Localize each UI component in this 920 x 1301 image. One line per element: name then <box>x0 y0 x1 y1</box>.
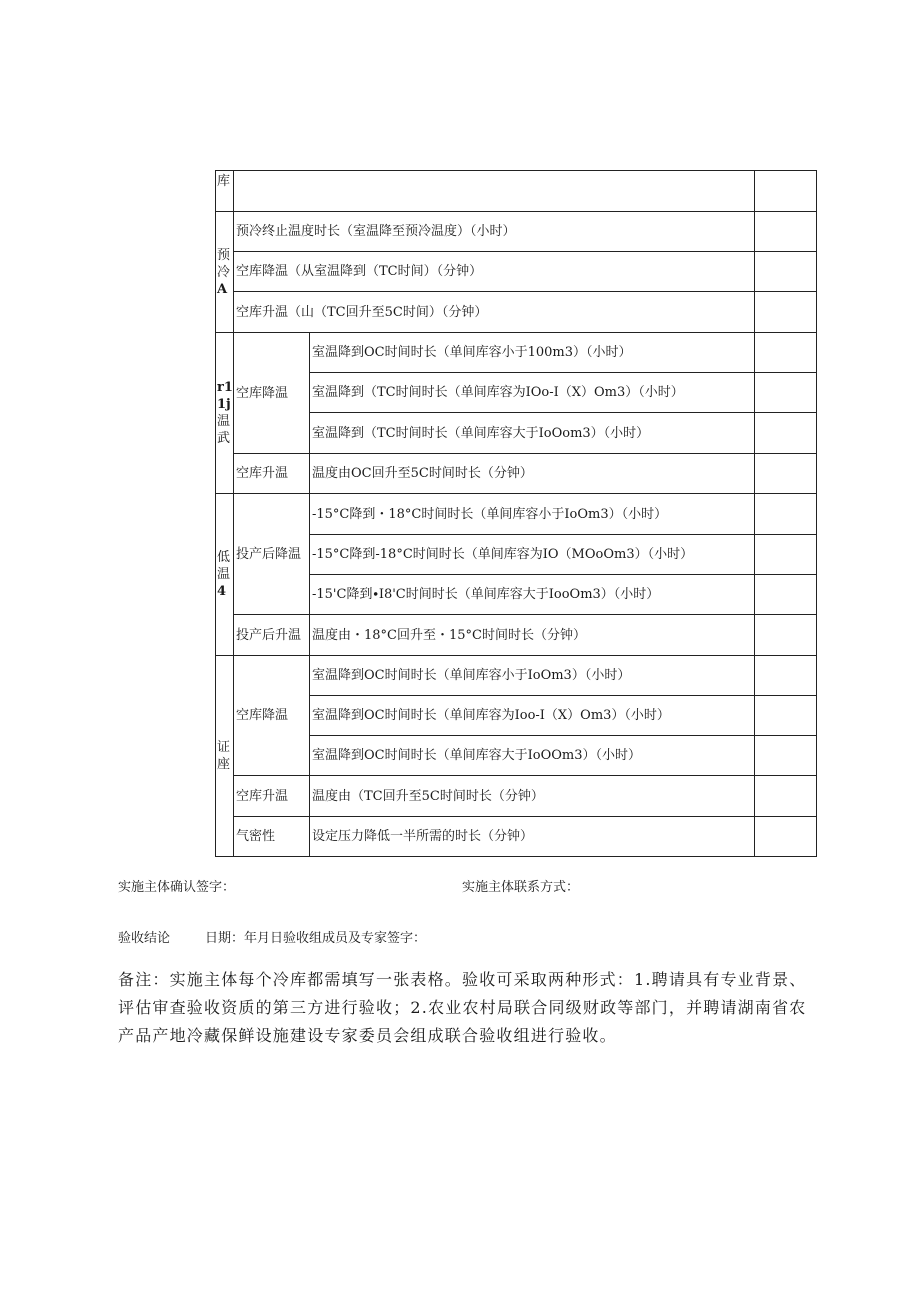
category-cell: 预 冷 A <box>216 212 234 333</box>
item-cell: -15°C降到-18°C时间时长（单间库容为IO（MOoOm3）（小时） <box>310 535 755 575</box>
item-cell: 室温降到OC时间时长（单间库容大于IoOOm3）（小时） <box>310 736 755 776</box>
item-cell: 温度由（TC回升至5C时间时长（分钟） <box>310 776 755 817</box>
item-cell: -15°C降到・18°C时间时长（单间库容小于IoOm3）（小时） <box>310 494 755 535</box>
item-cell: 预冷终止温度时长（室温降至预冷温度）（小时） <box>234 212 755 252</box>
table-row <box>216 171 817 212</box>
sign-label: 实施主体确认签字： <box>118 880 236 895</box>
table-row <box>216 817 817 857</box>
group-label-cell: 投产后升温 <box>234 615 310 656</box>
value-cell[interactable] <box>755 615 817 656</box>
category-cell: 证 座 <box>216 656 234 857</box>
item-cell: 室温降到OC时间时长（单间库容小于IoOm3）（小时） <box>310 656 755 696</box>
value-cell[interactable] <box>755 656 817 696</box>
value-cell[interactable] <box>755 696 817 736</box>
group-label-cell: 空库升温 <box>234 776 310 817</box>
group-label-cell: 投产后降温 <box>234 494 310 615</box>
table-row <box>216 212 817 252</box>
group-label-cell: 空库升温 <box>234 454 310 494</box>
table-row <box>216 454 817 494</box>
item-cell: 设定压力降低一半所需的时长（分钟） <box>310 817 755 857</box>
date-signature-label: 日期：年月日验收组成员及专家签字： <box>205 931 427 946</box>
value-cell[interactable] <box>755 373 817 413</box>
item-cell: 室温降到（TC时间时长（单间库容大于IoOom3）（小时） <box>310 413 755 454</box>
category-cell: 库 <box>216 171 234 212</box>
value-cell[interactable] <box>755 292 817 333</box>
item-cell: 室温降到（TC时间时长（单间库容为IOo-I（X）Om3）（小时） <box>310 373 755 413</box>
value-cell[interactable] <box>755 535 817 575</box>
value-cell[interactable] <box>755 776 817 817</box>
table-row <box>216 252 817 292</box>
group-label-cell: 空库降温 <box>234 333 310 454</box>
item-cell: 温度由・18°C回升至・15°C时间时长（分钟） <box>310 615 755 656</box>
note-paragraph: 备注：实施主体每个冷库都需填写一张表格。验收可采取两种形式：1.聘请具有专业背景、评估审查验收资质的第三方进行验收；2.农业农村局联合同级财政等部门，并聘请湖南省农产品产地冷藏保鲜设施建设专家委员会组成联合验收组进行验收。 <box>118 970 807 1045</box>
value-cell[interactable] <box>755 494 817 535</box>
value-cell[interactable] <box>755 575 817 615</box>
value-cell[interactable] <box>755 171 817 212</box>
conclusion-label: 验收结论 <box>118 931 171 946</box>
item-cell: 温度由OC回升至5C时间时长（分钟） <box>310 454 755 494</box>
category-cell: 低 温 4 <box>216 494 234 656</box>
item-cell: 室温降到OC时间时长（单间库容为Ioo-I（X）Om3）（小时） <box>310 696 755 736</box>
value-cell[interactable] <box>755 736 817 776</box>
table-row <box>216 333 817 373</box>
value-cell[interactable] <box>755 413 817 454</box>
blank-cell[interactable] <box>234 171 755 212</box>
value-cell[interactable] <box>755 252 817 292</box>
table-row <box>216 656 817 696</box>
table-row <box>216 292 817 333</box>
group-label-cell: 空库降温 <box>234 656 310 776</box>
group-label-cell: 气密性 <box>234 817 310 857</box>
value-cell[interactable] <box>755 454 817 494</box>
value-cell[interactable] <box>755 817 817 857</box>
table-row <box>216 615 817 656</box>
item-cell: 室温降到OC时间时长（单间库容小于100m3）（小时） <box>310 333 755 373</box>
item-cell: 空库降温（从室温降到（TC时间）（分钟） <box>234 252 755 292</box>
value-cell[interactable] <box>755 333 817 373</box>
table-row <box>216 494 817 535</box>
acceptance-table <box>215 170 817 857</box>
item-cell: -15'C降到∙I8'C时间时长（单间库容大于IooOm3）（小时） <box>310 575 755 615</box>
item-cell: 空库升温（山（TC回升至5C时间）（分钟） <box>234 292 755 333</box>
contact-label: 实施主体联系方式： <box>462 880 580 895</box>
value-cell[interactable] <box>755 212 817 252</box>
category-cell: r1 1j 温 武 <box>216 333 234 494</box>
table-row <box>216 776 817 817</box>
